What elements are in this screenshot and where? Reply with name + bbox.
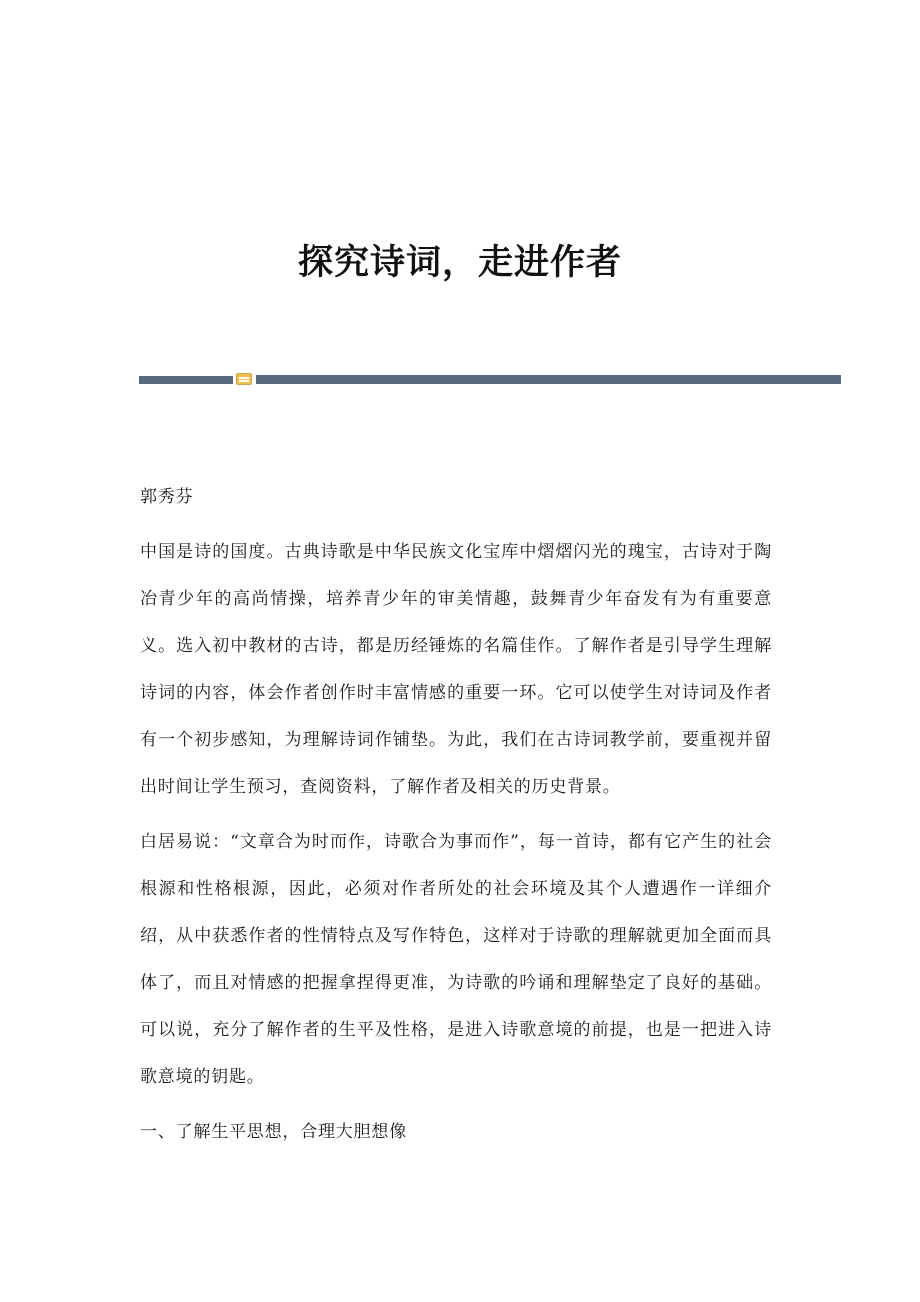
paragraph-intro: 中国是诗的国度。古典诗歌是中华民族文化宝库中熠熠闪光的瑰宝，古诗对于陶冶青少年的高尚情操，培养青少年的审美情趣，鼓舞青少年奋发有为有重要意义。选入初中教材的古诗，都是历经锤炼的名篇佳作。了解作者是引导学生理解诗词的内容，体会作者创作时丰富情感的重要一环。它可以使学生对诗词及作者有一个初步感知，为理解诗词作铺垫。为此，我们在古诗词教学前，要重视并留出时间让学生预习，查阅资料，了解作者及相关的历史背景。: [140, 542, 772, 797]
paragraph-bai-juyi: 白居易说：“文章合为时而作，诗歌合为事而作”，每一首诗，都有它产生的社会根源和性格根源，因此，必须对作者所处的社会环境及其个人遭遇作一详细介绍，从中获悉作者的性情特点及写作特色，这样对于诗歌的理解就更加全面而具体了，而且对情感的把握拿捏得更准，为诗歌的吟诵和理解垫定了良好的基础。可以说，充分了解作者的生平及性格，是进入诗歌意境的前提，也是一把进入诗歌意境的钥匙。: [140, 832, 772, 1087]
divider-bar-left: [139, 376, 233, 384]
section-heading-1: 一、了解生平思想，合理大胆想像: [140, 1122, 407, 1142]
divider-bar-right: [256, 375, 841, 384]
document-title: 探究诗词，走进作者: [297, 242, 622, 284]
author-name: 郭秀芬: [140, 487, 194, 507]
divider-marker-icon: [236, 373, 252, 385]
title-divider: [139, 373, 841, 385]
document-body: [140, 474, 772, 1164]
